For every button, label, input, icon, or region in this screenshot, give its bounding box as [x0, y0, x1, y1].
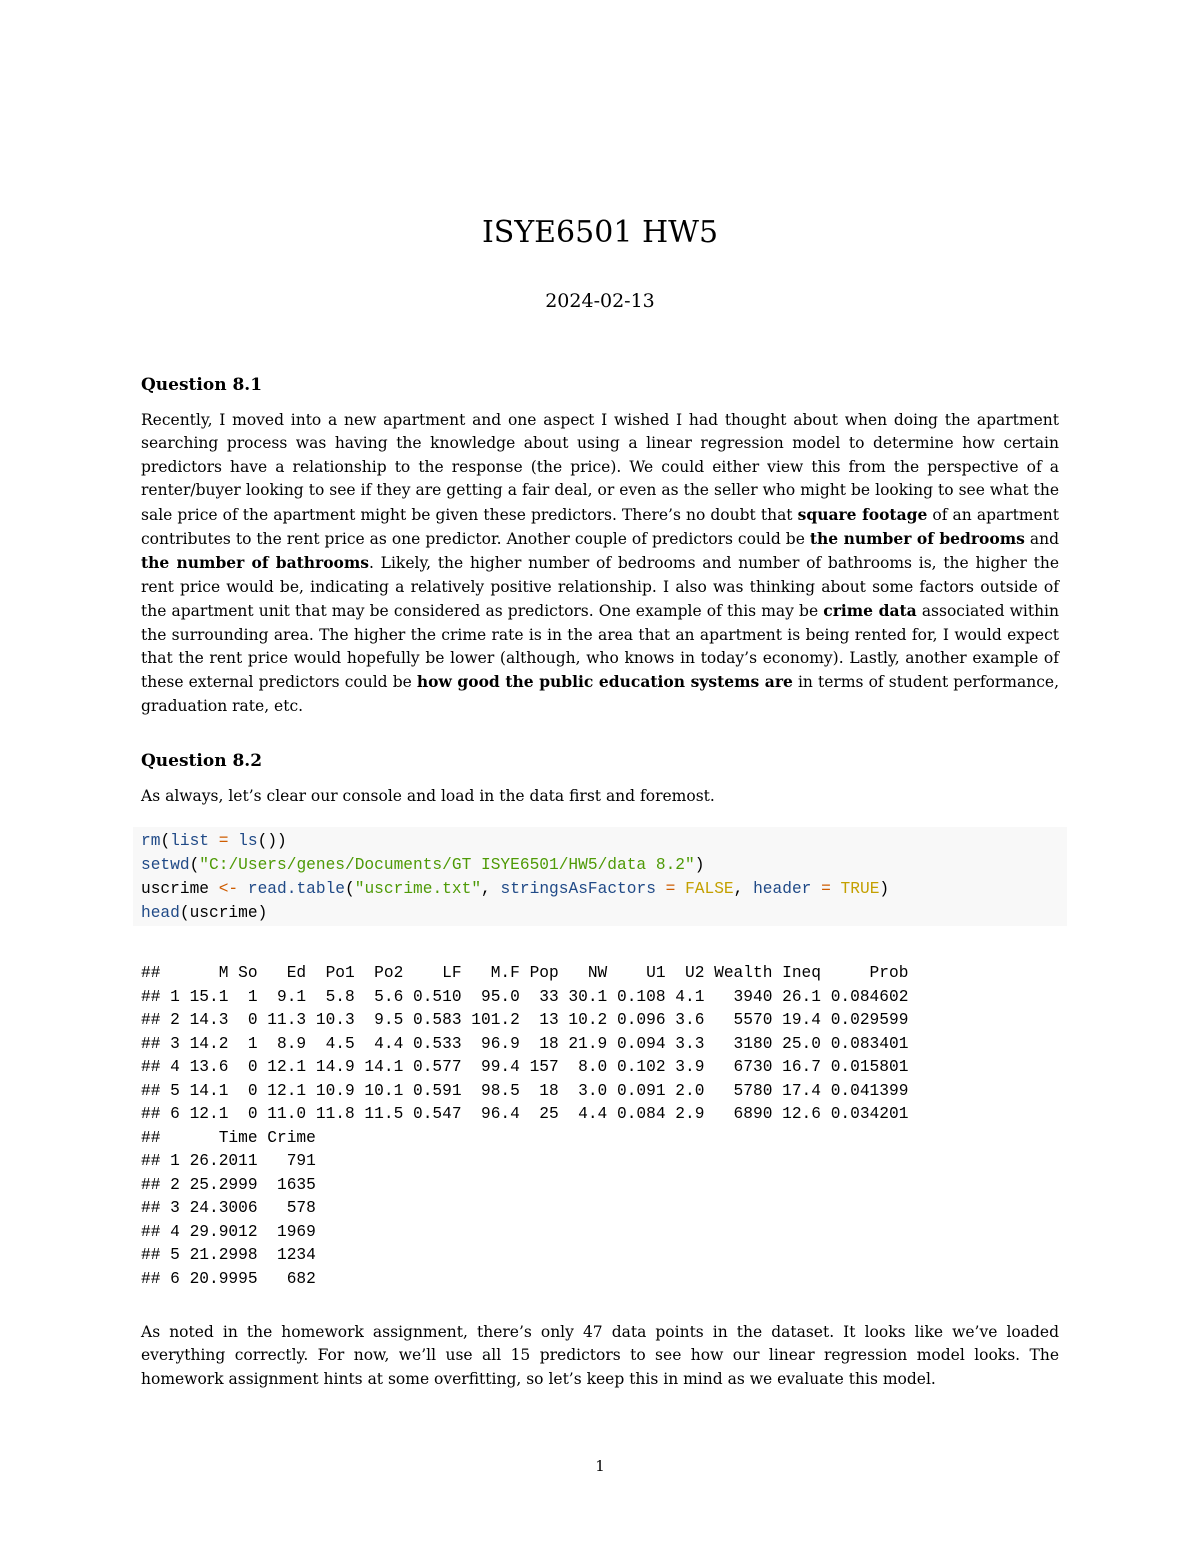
code-line: uscrime <- read.table("uscrime.txt", stringsAsFactors = FALSE, header = TRUE): [141, 880, 890, 898]
code-string: "C:/Users/genes/Documents/GT ISYE6501/HW5/data 8.2": [199, 856, 695, 874]
code-operator: =: [821, 880, 831, 898]
bold-term: the number of bathrooms: [141, 553, 370, 573]
code-argument: stringsAsFactors: [500, 880, 656, 898]
answer-text: . Likely, the higher number of bedrooms and number of bathrooms is, the higher the rent price would be, indicating a relatively positive relationship. I also was thinking about some factors outside of the apartment unit that may be considered as predictors. One example of this may be: [141, 554, 1059, 621]
code-line: rm(list = ls()): [141, 832, 287, 850]
code-operator: =: [665, 880, 676, 898]
code-argument: header: [753, 880, 812, 898]
code-constant: FALSE: [685, 880, 734, 898]
answer-text: of an apartment contributes to the rent price as one predictor. Another couple of predictors could be: [141, 505, 1059, 549]
code-string: "uscrime.txt": [354, 880, 482, 898]
page-number: 1: [595, 1457, 605, 1475]
code-function: ls: [238, 832, 258, 850]
code-variable: uscrime: [141, 880, 219, 898]
code-line: setwd("C:/Users/genes/Documents/GT ISYE6501/HW5/data 8.2"): [141, 856, 705, 874]
bold-term: the number of bedrooms: [809, 529, 1025, 549]
code-function: read.table: [247, 880, 346, 898]
answer-text: associated within the surrounding area. The higher the crime rate is in the area that an apartment is being rented for, I would expect that the rent price would hopefully be lower (although, who knows in today’s economy). Lastly, another example of these external predictors could be: [141, 602, 1059, 692]
code-operator: <-: [218, 880, 239, 898]
code-line: head(uscrime): [141, 904, 268, 922]
bold-term: crime data: [823, 601, 917, 621]
document-date: 2024-02-13: [545, 290, 655, 312]
question-8-2-heading: Question 8.2: [141, 751, 263, 771]
document-title: ISYE6501 HW5: [481, 215, 719, 250]
answer-text: Recently, I moved into a new apartment and one aspect I wished I had thought about when doing the apartment searching process was having the knowledge about using a linear regression model to determine how certain predictors have a relationship to the response (the price). We could either view this from the perspective of a renter/buyer looking to see if they are getting a fair deal, or even as the seller who might be looking to see what the sale price of the apartment might be given these predictors. There’s no doubt that: [141, 411, 1059, 524]
code-constant: TRUE: [840, 880, 880, 898]
bold-term: how good the public education systems are: [416, 672, 793, 692]
answer-text: in terms of student performance, graduation rate, etc.: [141, 673, 1059, 715]
question-8-1-answer: [141, 409, 1059, 718]
code-function: head: [141, 904, 180, 922]
r-console-output: ## M So Ed Po1 Po2 LF M.F Pop NW U1 U2 Wealth Ineq Prob ## 1 15.1 1 9.1 5.8 5.6 0.510 95.0 33 30.1 0.108 4.1 3940 26.1 0.084602 ## 2 14.3 0 11.3 10.3 9.5 0.583 101.2 13 10.2 0.096 3.6 5570 19.4 0.029599 ## 3 14.2 1 8.9 4.5 4.4 0.533 96.9 18 21.9 0.094 3.3 3180 25.0 0.083401 ## 4 13.6 0 12.1 14.9 14.1 0.577 99.4 157 8.0 0.102 3.9 6730 16.7 0.015801 ## 5 14.1 0 12.1 10.9 10.1 0.591 98.5 18 3.0 0.091 2.0 5780 17.4 0.041399 ## 6 12.1 0 11.0 11.8 11.5 0.547 96.4 25 4.4 0.084 2.9 6890 12.6 0.034201 ## Time Crime ## 1 26.2011 791 ## 2 25.2999 1635 ## 3 24.3006 578 ## 4 29.9012 1969 ## 5 21.2998 1234 ## 6 20.9995 682: [141, 964, 909, 1288]
answer-text: and: [1024, 530, 1059, 549]
question-8-2-intro: As always, let’s clear our console and load in the data first and foremost.: [141, 787, 715, 805]
code-function: rm: [141, 832, 161, 850]
question-8-2-followup: As noted in the homework assignment, there’s only 47 data points in the dataset. It looks like we’ve loaded everything correctly. For now, we’ll use all 15 predictors to see how our linear regression model looks. The homework assignment hints at some overfitting, so let’s keep this in mind as we evaluate this model.: [141, 1323, 1059, 1388]
question-8-1-heading: Question 8.1: [141, 375, 263, 395]
code-function: setwd: [141, 856, 190, 874]
code-argument: list: [170, 832, 210, 850]
bold-term: square footage: [797, 504, 928, 524]
code-operator: =: [218, 832, 229, 850]
